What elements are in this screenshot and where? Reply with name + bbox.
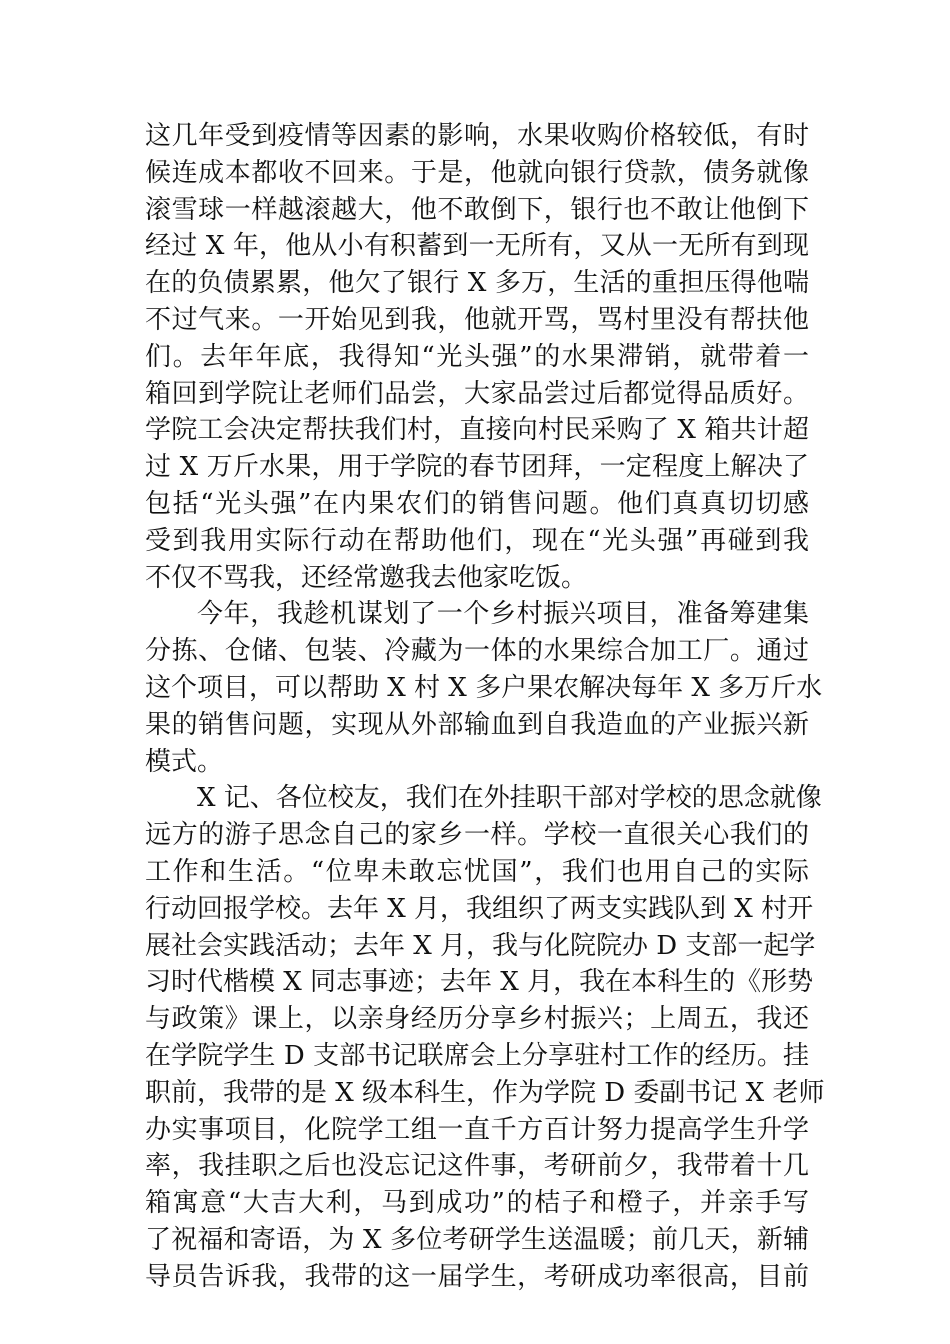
text-line: 导员告诉我，我带的这一届学生，考研成功率很高，目前 bbox=[145, 1261, 809, 1292]
text-line: 办实事项目，化院学工组一直千方百计努力提高学生升学 bbox=[145, 1114, 809, 1145]
paragraph-2 bbox=[145, 596, 823, 780]
text-line: 受到我用实际行动在帮助他们，现在“光头强”再碰到我 bbox=[145, 525, 809, 556]
text-line: 远方的游子思念自己的家乡一样。学校一直很关心我们的 bbox=[145, 820, 809, 851]
text-line: 习时代楷模 X 同志事迹；去年 X 月，我在本科生的《形势 bbox=[145, 967, 814, 998]
text-line: 与政策》课上，以亲身经历分享乡村振兴；上周五，我还 bbox=[145, 1004, 809, 1035]
text-line: 包括“光头强”在内果农们的销售问题。他们真真切切感 bbox=[145, 488, 809, 519]
text-line: 率，我挂职之后也没忘记这件事，考研前夕，我带着十几 bbox=[145, 1151, 809, 1182]
text-line: 不仅不骂我，还经常邀我去他家吃饭。 bbox=[145, 562, 588, 593]
text-line: 分拣、仓储、包装、冷藏为一体的水果综合加工厂。通过 bbox=[145, 636, 809, 667]
text-line: 果的销售问题，实现从外部输血到自我造血的产业振兴新 bbox=[145, 709, 809, 740]
text-line: 学院工会决定帮扶我们村，直接向村民采购了 X 箱共计超 bbox=[145, 415, 809, 446]
text-line: 模式。 bbox=[145, 746, 224, 777]
text-line: 滚雪球一样越滚越大，他不敢倒下，银行也不敢让他倒下 bbox=[145, 194, 809, 225]
text-line: 今年，我趁机谋划了一个乡村振兴项目，准备筹建集 bbox=[197, 599, 809, 630]
text-line: 在的负债累累，他欠了银行 X 多万，生活的重担压得他喘 bbox=[145, 268, 809, 299]
body-text bbox=[145, 118, 825, 1296]
text-line: 箱回到学院让老师们品尝，大家品尝过后都觉得品质好。 bbox=[145, 378, 809, 409]
paragraph-3 bbox=[145, 780, 825, 1295]
text-line: 过 X 万斤水果，用于学院的春节团拜，一定程度上解决了 bbox=[145, 452, 809, 483]
text-line: 职前，我带的是 X 级本科生，作为学院 D 委副书记 X 老师 bbox=[145, 1077, 825, 1108]
text-line: 行动回报学校。去年 X 月，我组织了两支实践队到 X 村开 bbox=[145, 893, 814, 924]
text-line: 展社会实践活动；去年 X 月，我与化院院办 D 支部一起学 bbox=[145, 930, 816, 961]
text-line: 经过 X 年，他从小有积蓄到一无所有，又从一无所有到现 bbox=[145, 231, 809, 262]
text-line: 候连成本都收不回来。于是，他就向银行贷款，债务就像 bbox=[145, 157, 809, 188]
text-line: 工作和生活。“位卑未敢忘忧国”，我们也用自己的实际 bbox=[145, 856, 809, 887]
text-line: 箱寓意“大吉大利，马到成功”的桔子和橙子，并亲手写 bbox=[145, 1188, 809, 1219]
text-line: 这几年受到疫情等因素的影响，水果收购价格较低，有时 bbox=[145, 121, 809, 151]
text-line: 在学院学生 D 支部书记联席会上分享驻村工作的经历。挂 bbox=[145, 1040, 809, 1071]
text-line: 这个项目，可以帮助 X 村 X 多户果农解决每年 X 多万斤水 bbox=[145, 672, 823, 703]
paragraph-1 bbox=[145, 118, 809, 596]
text-line: X 记、各位校友，我们在外挂职干部对学校的思念就像 bbox=[197, 783, 822, 814]
text-line: 了祝福和寄语，为 X 多位考研学生送温暖；前几天，新辅 bbox=[145, 1224, 809, 1255]
text-line: 不过气来。一开始见到我，他就开骂，骂村里没有帮扶他 bbox=[145, 304, 809, 335]
text-line: 们。去年年底，我得知“光头强”的水果滞销，就带着一 bbox=[145, 341, 809, 372]
